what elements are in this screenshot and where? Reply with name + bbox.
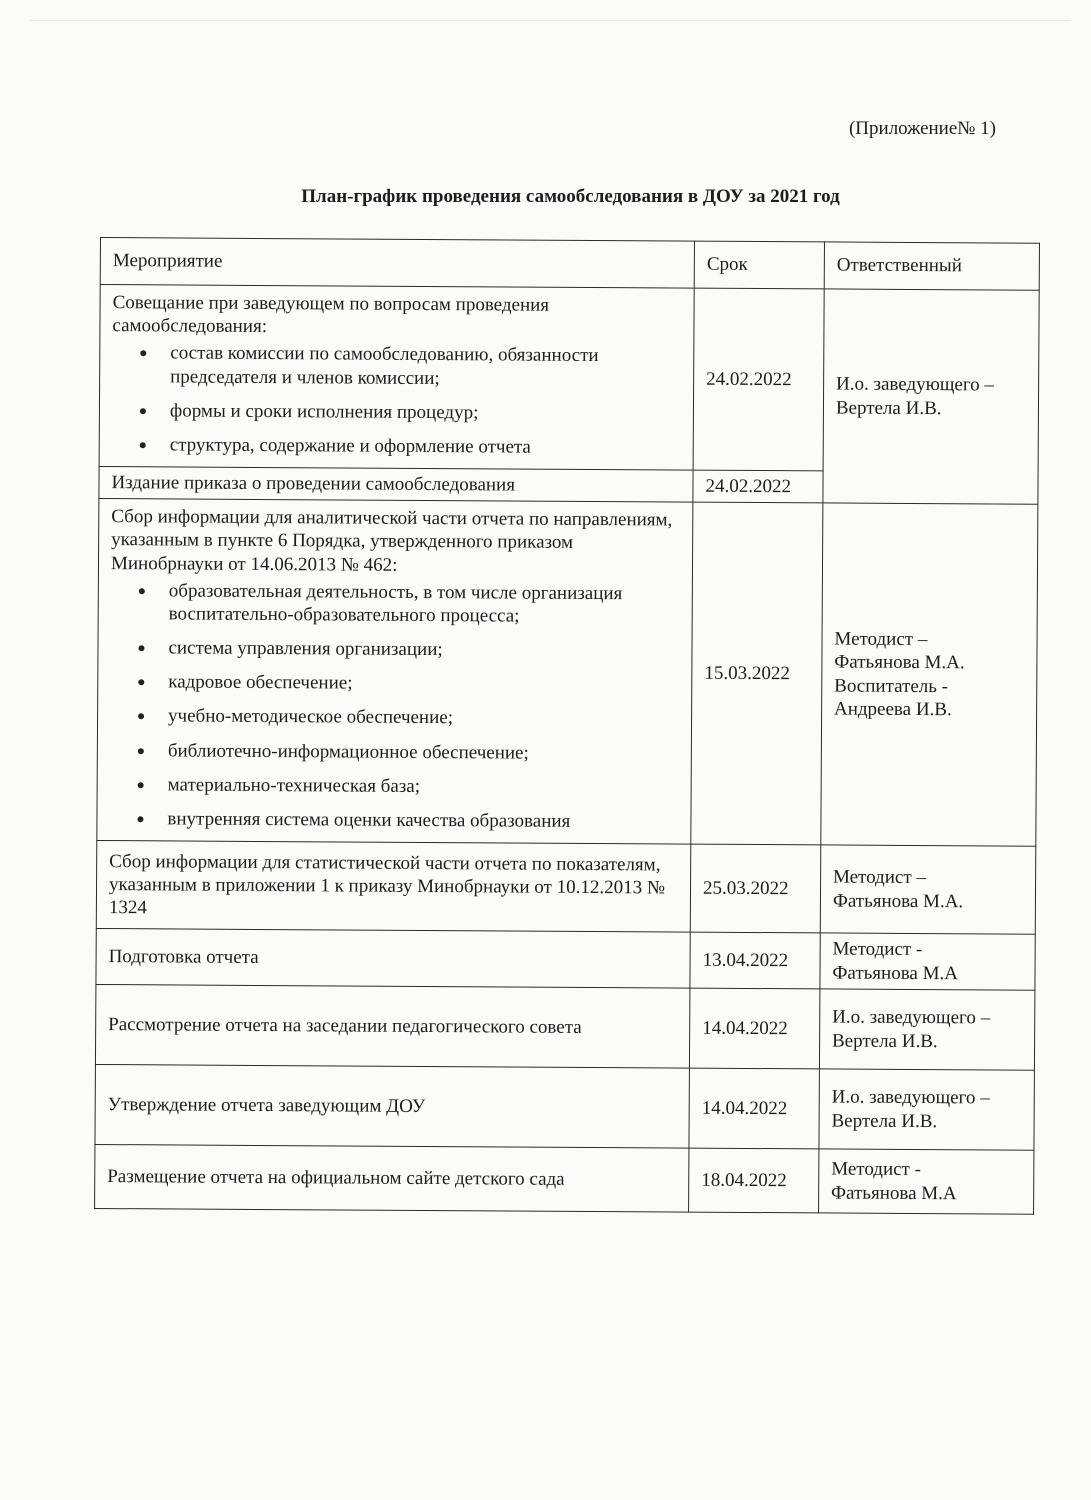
appendix-label: (Приложение№ 1) [848,118,996,139]
activity-cell: Сбор информации для статистической части отчета по показателям, указанным в приложении 1 к приказу Минобрнауки от 10.12.2013 № 1324 [96,841,691,933]
responsible-line: И.о. заведующего – [835,373,995,396]
responsible-cell [820,845,1036,934]
table-row [96,929,1035,991]
date-cell: 24.02.2022 [693,288,824,471]
list-item: формы и сроки исполнения процедур; [170,399,681,425]
table-row [96,841,1036,935]
responsible-line: Методист – [832,866,926,889]
responsible-line: Методист - [831,1158,922,1181]
responsible-line: Фатьянова М.А [831,1182,957,1204]
activity-cell: Рассмотрение отчета на заседании педагогического совета [95,985,690,1069]
date-cell: 14.04.2022 [689,1068,819,1149]
responsible-cell [819,1069,1035,1150]
activity-cell: Подготовка отчета [96,929,690,989]
table-row [97,499,1038,847]
responsible-line: Вертела И.В. [831,1030,938,1052]
document-title: План-график проведения самообследования в ДОУ за 2021 год [301,186,840,207]
list-item: учебно-методическое обеспечение; [168,705,679,731]
activity-cell [97,499,693,845]
activity-cell [99,285,694,471]
table-row [95,985,1034,1071]
responsible-line: Методист – [834,628,928,651]
activity-cell: Размещение отчета на официальном сайте детского сада [95,1145,689,1213]
responsible-line: И.о. заведующего – [831,1086,990,1109]
responsible-line: Фатьянова М.А. [832,890,964,912]
table-row [99,285,1039,473]
list-item: структура, содержание и оформление отчета [170,433,681,459]
responsible-line: Андреева И.В. [833,698,952,721]
list-item: система управления организации; [168,636,679,662]
date-cell: 14.04.2022 [689,988,819,1069]
header-date: Срок [694,241,824,289]
header-activity: Мероприятие [100,238,694,289]
date-cell: 15.03.2022 [691,502,823,845]
responsible-line: Воспитатель - [834,675,949,697]
responsible-cell [823,289,1039,505]
activity-text: Совещание при заведующем по вопросам проведения самообследования: [112,292,550,338]
responsible-cell [821,503,1038,846]
date-cell: 18.04.2022 [689,1148,819,1213]
responsible-line: Фатьянова М.А [832,962,959,984]
header-responsible: Ответственный [824,242,1039,290]
list-item: образовательная деятельность, в том числе организация воспитательно-образовательного процесса; [169,579,680,628]
bullet-list [112,341,682,459]
date-cell: 25.03.2022 [690,844,820,933]
list-item: внутренняя система оценки качества образования [167,807,678,833]
bullet-list [109,579,680,834]
table-row [95,1065,1034,1151]
responsible-line: Фатьянова М.А. [834,651,965,674]
activity-text: Сбор информации для аналитической части отчета по направлениям, указанным в пункте 6 Порядка, утвержденного приказом Минобрнауки от 14.06.2013 № 462: [110,506,673,576]
activity-cell: Издание приказа о проведении самообследования [99,467,693,503]
schedule-table [94,237,1040,1215]
responsible-cell [819,989,1035,1070]
activity-cell: Утверждение отчета заведующим ДОУ [95,1065,690,1149]
list-item: библиотечно-информационное обеспечение; [168,739,679,765]
responsible-cell [818,1149,1033,1214]
table-header-row [100,238,1039,291]
list-item: материально-техническая база; [168,773,679,799]
responsible-cell [820,933,1035,990]
date-cell: 13.04.2022 [690,932,820,989]
responsible-line: И.о. заведующего – [832,1006,991,1029]
date-cell: 24.02.2022 [693,470,823,503]
table-row [95,1145,1034,1215]
responsible-line: Методист - [832,938,923,961]
list-item: кадровое обеспечение; [168,671,679,697]
responsible-line: Вертела И.В. [831,1110,938,1132]
responsible-line: Вертела И.В. [835,397,942,419]
list-item: состав комиссии по самообследованию, обязанности председателя и членов комиссии; [170,342,681,391]
